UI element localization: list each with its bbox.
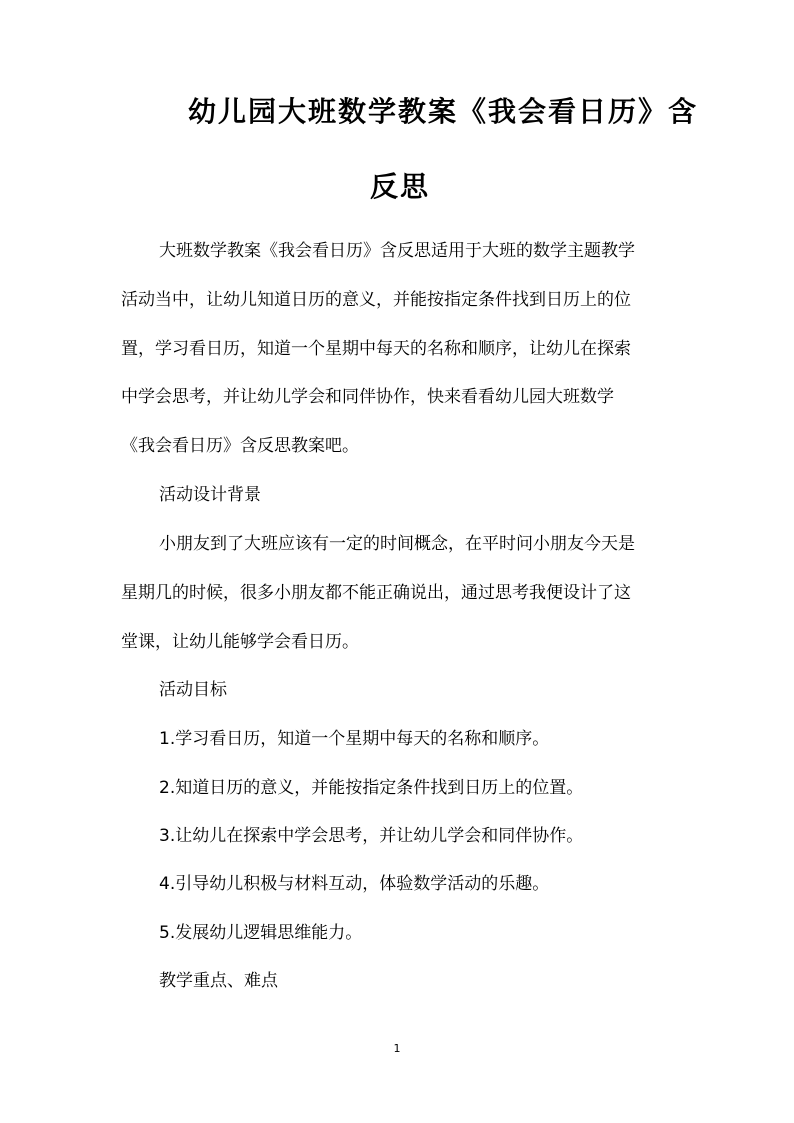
goal-item-5: 5.发展幼儿逻辑思维能力。 [159, 923, 363, 943]
page-number: 1 [393, 1042, 401, 1055]
goal-item-1: 1.学习看日历，知道一个星期中每天的名称和顺序。 [159, 729, 550, 749]
intro-line-5: 《我会看日历》含反思教案吧。 [121, 436, 359, 456]
intro-line-3: 置，学习看日历，知道一个星期中每天的名称和顺序，让幼儿在探索 [121, 339, 631, 359]
intro-line-1: 大班数学教案《我会看日历》含反思适用于大班的数学主题教学 [159, 241, 635, 261]
section-heading-key-points: 教学重点、难点 [159, 971, 278, 991]
title-line-1: 幼儿园大班数学教案《我会看日历》含 [188, 95, 699, 128]
intro-line-4: 中学会思考，并让幼儿学会和同伴协作，快来看看幼儿园大班数学 [121, 387, 614, 407]
goal-item-3: 3.让幼儿在探索中学会思考，并让幼儿学会和同伴协作。 [159, 826, 584, 846]
background-line-1: 小朋友到了大班应该有一定的时间概念，在平时问小朋友今天是 [159, 534, 635, 554]
title-line-2: 反思 [370, 170, 431, 203]
background-line-2: 星期几的时候，很多小朋友都不能正确说出，通过思考我便设计了这 [121, 583, 631, 603]
section-heading-background: 活动设计背景 [159, 485, 261, 505]
goal-item-2: 2.知道日历的意义，并能按指定条件找到日历上的位置。 [159, 778, 584, 798]
intro-line-2: 活动当中，让幼儿知道日历的意义，并能按指定条件找到日历上的位 [121, 290, 631, 310]
section-heading-goals: 活动目标 [159, 680, 227, 700]
goal-item-4: 4.引导幼儿积极与材料互动，体验数学活动的乐趣。 [159, 874, 550, 894]
background-line-3: 堂课，让幼儿能够学会看日历。 [121, 632, 359, 652]
